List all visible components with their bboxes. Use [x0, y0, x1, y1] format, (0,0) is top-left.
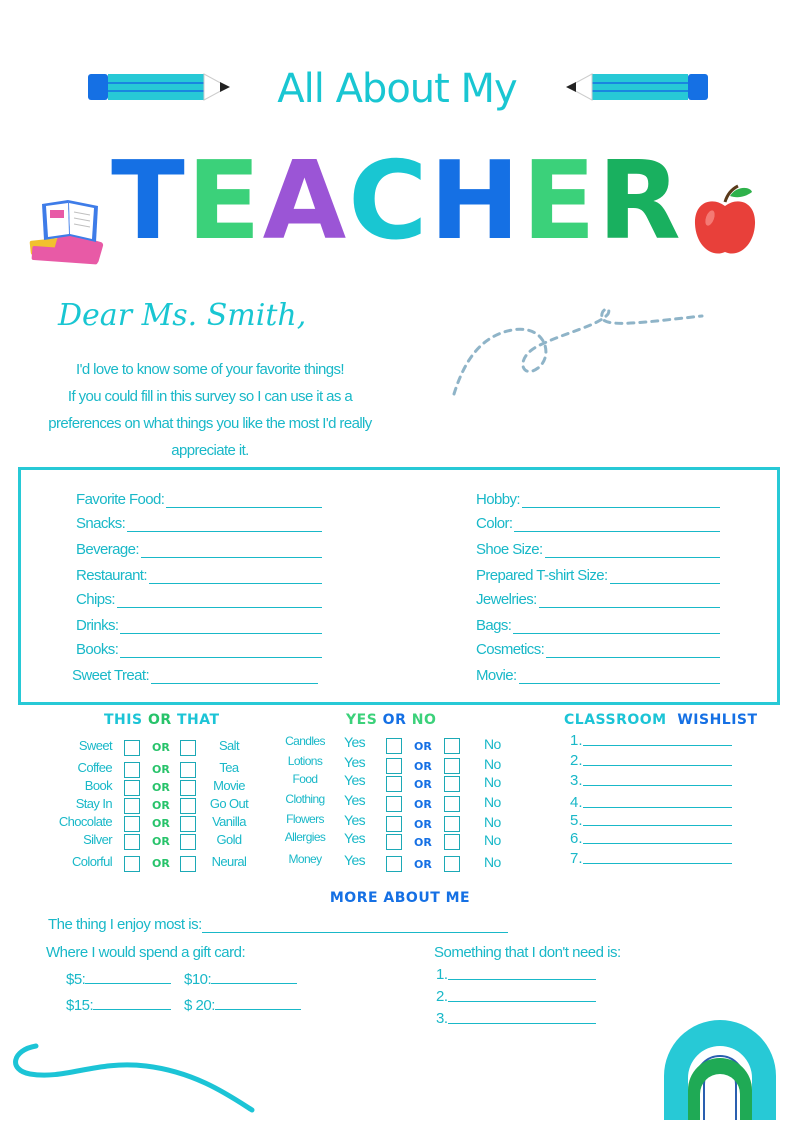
- heading-this: THIS: [104, 712, 143, 728]
- checkbox[interactable]: [386, 738, 402, 754]
- no-label: No: [484, 854, 501, 870]
- this-or-that-heading: [104, 712, 220, 728]
- favorite-field[interactable]: [76, 536, 322, 558]
- checkbox[interactable]: [386, 834, 402, 850]
- amount-10-field[interactable]: [184, 970, 297, 988]
- checkbox[interactable]: [124, 740, 140, 756]
- enjoy-label: The thing I enjoy most is:: [48, 916, 202, 933]
- dont-need-item[interactable]: [436, 966, 596, 983]
- field-line[interactable]: [513, 620, 720, 634]
- no-label: No: [484, 794, 501, 810]
- field-label: Beverage:: [76, 541, 139, 558]
- title-letter: E: [521, 139, 598, 264]
- amount-label: $ 20:: [184, 997, 215, 1014]
- field-line[interactable]: [166, 494, 322, 508]
- field-label: Sweet Treat:: [72, 667, 150, 684]
- heading-or: OR: [382, 712, 407, 728]
- enjoy-field[interactable]: [48, 916, 508, 933]
- enjoy-line[interactable]: [202, 919, 508, 933]
- apple-icon: [692, 184, 762, 260]
- checkbox[interactable]: [180, 798, 196, 814]
- checkbox[interactable]: [180, 762, 196, 778]
- yes-no-item: Money: [288, 852, 322, 866]
- checkbox[interactable]: [386, 776, 402, 792]
- checkbox[interactable]: [386, 758, 402, 774]
- wishlist-item[interactable]: [570, 850, 732, 867]
- amount-line[interactable]: [85, 970, 171, 984]
- favorite-field[interactable]: [476, 562, 720, 584]
- wishlist-item[interactable]: [570, 794, 732, 811]
- yes-no-item: Clothing: [285, 792, 325, 806]
- amount-label: $15:: [66, 997, 94, 1014]
- amount-line[interactable]: [215, 996, 301, 1010]
- checkbox[interactable]: [386, 816, 402, 832]
- favorite-field[interactable]: [76, 612, 322, 634]
- dont-need-item[interactable]: [436, 988, 596, 1005]
- dont-need-line[interactable]: [448, 1010, 596, 1024]
- wishlist-line[interactable]: [583, 752, 732, 766]
- checkbox[interactable]: [444, 738, 460, 754]
- checkbox[interactable]: [444, 834, 460, 850]
- checkbox[interactable]: [124, 762, 140, 778]
- title-letter: H: [429, 139, 522, 264]
- more-about-me-heading: MORE ABOUT ME: [329, 890, 471, 906]
- amount-label: $5:: [66, 971, 86, 988]
- gift-card-label: Where I would spend a gift card:: [46, 944, 246, 961]
- no-label: No: [484, 736, 501, 752]
- intro-paragraph: [30, 356, 390, 464]
- intro-line: I'd love to know some of your favorite things!: [76, 361, 344, 378]
- field-label: Hobby:: [476, 491, 520, 508]
- heading-wishlist: WISHLIST: [677, 712, 758, 728]
- or-label: OR: [414, 760, 432, 773]
- yes-label: Yes: [344, 734, 366, 750]
- amount-line[interactable]: [211, 970, 297, 984]
- amount-5-field[interactable]: [66, 970, 171, 988]
- or-label: OR: [152, 817, 170, 830]
- favorite-field[interactable]: [76, 562, 322, 584]
- wishlist-item[interactable]: [570, 752, 732, 769]
- field-line[interactable]: [610, 570, 720, 584]
- favorite-field[interactable]: [476, 612, 720, 634]
- checkbox[interactable]: [124, 798, 140, 814]
- field-line[interactable]: [151, 670, 318, 684]
- yes-label: Yes: [344, 792, 366, 808]
- favorite-field[interactable]: [76, 510, 322, 532]
- or-label: OR: [152, 835, 170, 848]
- field-line[interactable]: [127, 518, 322, 532]
- title-letter: R: [597, 139, 683, 264]
- checkbox[interactable]: [386, 856, 402, 872]
- field-label: Bags:: [476, 617, 512, 634]
- field-line[interactable]: [117, 594, 322, 608]
- checkbox[interactable]: [386, 796, 402, 812]
- field-label: Favorite Food:: [76, 491, 165, 508]
- no-label: No: [484, 814, 501, 830]
- field-label: Cosmetics:: [476, 641, 545, 658]
- yes-no-item: Food: [292, 772, 318, 786]
- dont-need-number: 1.: [436, 966, 448, 983]
- favorite-field[interactable]: [476, 536, 720, 558]
- checkbox[interactable]: [444, 856, 460, 872]
- dont-need-number: 2.: [436, 988, 448, 1005]
- wishlist-line[interactable]: [583, 772, 732, 786]
- wishlist-item[interactable]: [570, 732, 732, 749]
- field-line[interactable]: [539, 594, 720, 608]
- yes-label: Yes: [344, 754, 366, 770]
- checkbox[interactable]: [124, 816, 140, 832]
- page-title: [0, 139, 794, 264]
- wishlist-line[interactable]: [583, 732, 732, 746]
- field-line[interactable]: [545, 544, 720, 558]
- favorite-field[interactable]: [76, 486, 322, 508]
- wishlist-line[interactable]: [583, 794, 732, 808]
- books-icon: [28, 196, 110, 268]
- or-label: OR: [152, 781, 170, 794]
- yes-no-item: Flowers: [286, 812, 324, 826]
- yes-no-item: Allergies: [284, 830, 326, 844]
- yes-or-no-heading: [346, 712, 436, 728]
- field-line[interactable]: [522, 494, 720, 508]
- no-label: No: [484, 756, 501, 772]
- dont-need-line[interactable]: [448, 966, 596, 980]
- checkbox[interactable]: [444, 816, 460, 832]
- wishlist-number: 4.: [570, 794, 583, 811]
- field-line[interactable]: [120, 644, 322, 658]
- checkbox[interactable]: [180, 780, 196, 796]
- option-left: Colorful: [72, 854, 112, 869]
- option-right: Vanilla: [212, 814, 246, 829]
- title-letter: A: [262, 139, 349, 264]
- yes-no-item: Lotions: [287, 754, 323, 768]
- yes-no-item: Candles: [285, 734, 325, 748]
- field-label: Restaurant:: [76, 567, 147, 584]
- checkbox[interactable]: [124, 780, 140, 796]
- yes-label: Yes: [344, 852, 366, 868]
- checkbox[interactable]: [124, 834, 140, 850]
- title-letter: T: [111, 139, 187, 264]
- favorite-field[interactable]: [476, 636, 720, 658]
- wishlist-number: 5.: [570, 812, 583, 829]
- amount-label: $10:: [184, 971, 212, 988]
- option-left: Sweet: [78, 738, 112, 753]
- field-label: Drinks:: [76, 617, 119, 634]
- dont-need-line[interactable]: [448, 988, 596, 1002]
- dont-need-label: Something that I don't need is:: [434, 944, 621, 961]
- heading-no: NO: [411, 712, 437, 728]
- favorite-field[interactable]: [476, 510, 720, 532]
- page-subtitle: All About My: [277, 66, 517, 112]
- favorite-field[interactable]: [72, 662, 318, 684]
- option-right: Tea: [219, 760, 239, 775]
- title-letter: C: [348, 139, 430, 264]
- field-line[interactable]: [149, 570, 322, 584]
- dotted-swirl-decoration: [450, 302, 710, 402]
- heading-yes: YES: [346, 712, 378, 728]
- favorite-field[interactable]: [476, 662, 720, 684]
- intro-line: preferences on what things you like the most I'd really: [48, 415, 372, 432]
- checkbox[interactable]: [180, 816, 196, 832]
- field-line[interactable]: [514, 518, 720, 532]
- field-label: Shoe Size:: [476, 541, 543, 558]
- title-letter: E: [186, 139, 263, 264]
- intro-line: appreciate it.: [171, 442, 249, 459]
- or-label: OR: [152, 741, 170, 754]
- favorite-field[interactable]: [476, 586, 720, 608]
- option-right: Go Out: [209, 796, 249, 811]
- field-label: Movie:: [476, 667, 517, 684]
- field-label: Chips:: [76, 591, 115, 608]
- option-left: Stay In: [75, 796, 112, 811]
- or-label: OR: [414, 836, 432, 849]
- wishlist-number: 2.: [570, 752, 583, 769]
- wishlist-line[interactable]: [583, 812, 732, 826]
- wishlist-heading: [564, 712, 758, 728]
- yes-label: Yes: [344, 772, 366, 788]
- dont-need-number: 3.: [436, 1010, 448, 1027]
- dont-need-item[interactable]: [436, 1010, 596, 1027]
- wishlist-item[interactable]: [570, 830, 732, 847]
- field-label: Books:: [76, 641, 119, 658]
- rainbow-icon: [660, 1010, 780, 1122]
- amount-line[interactable]: [93, 996, 171, 1010]
- or-label: OR: [414, 778, 432, 791]
- heading-that: THAT: [177, 712, 220, 728]
- checkbox[interactable]: [444, 758, 460, 774]
- checkbox[interactable]: [180, 856, 196, 872]
- option-left: Chocolate: [58, 814, 112, 829]
- field-line[interactable]: [120, 620, 322, 634]
- favorite-field[interactable]: [476, 486, 720, 508]
- wishlist-number: 6.: [570, 830, 583, 847]
- option-right: Movie: [213, 778, 245, 793]
- wishlist-number: 7.: [570, 850, 583, 867]
- yes-label: Yes: [344, 812, 366, 828]
- amount-20-field[interactable]: [184, 996, 301, 1014]
- field-label: Prepared T-shirt Size:: [476, 567, 608, 584]
- favorite-field[interactable]: [76, 636, 322, 658]
- or-label: OR: [152, 857, 170, 870]
- checkbox[interactable]: [180, 834, 196, 850]
- wishlist-number: 1.: [570, 732, 583, 749]
- option-left: Silver: [83, 832, 112, 847]
- heading-or: OR: [147, 712, 172, 728]
- field-line[interactable]: [141, 544, 322, 558]
- field-label: Jewelries:: [476, 591, 537, 608]
- field-label: Color:: [476, 515, 513, 532]
- option-left: Book: [84, 778, 112, 793]
- field-line[interactable]: [546, 644, 720, 658]
- checkbox[interactable]: [444, 776, 460, 792]
- yes-label: Yes: [344, 830, 366, 846]
- favorite-field[interactable]: [76, 586, 322, 608]
- wishlist-item[interactable]: [570, 812, 732, 829]
- or-label: OR: [152, 799, 170, 812]
- option-right: Gold: [216, 832, 242, 847]
- greeting: Dear Ms. Smith,: [58, 298, 307, 333]
- checkbox[interactable]: [444, 796, 460, 812]
- or-label: OR: [414, 740, 432, 753]
- checkbox[interactable]: [124, 856, 140, 872]
- wishlist-line[interactable]: [583, 830, 732, 844]
- checkbox[interactable]: [180, 740, 196, 756]
- wishlist-item[interactable]: [570, 772, 732, 789]
- or-label: OR: [152, 763, 170, 776]
- or-label: OR: [414, 858, 432, 871]
- wave-decoration: [6, 1040, 262, 1116]
- no-label: No: [484, 832, 501, 848]
- option-right: Neural: [211, 854, 247, 869]
- wishlist-number: 3.: [570, 772, 583, 789]
- option-right: Salt: [218, 738, 239, 753]
- heading-classroom: CLASSROOM: [564, 712, 667, 728]
- option-left: Coffee: [77, 760, 112, 775]
- field-label: Snacks:: [76, 515, 126, 532]
- no-label: No: [484, 774, 501, 790]
- intro-line: If you could fill in this survey so I can use it as a: [67, 388, 353, 405]
- amount-15-field[interactable]: [66, 996, 171, 1014]
- or-label: OR: [414, 798, 432, 811]
- wishlist-line[interactable]: [583, 850, 732, 864]
- field-line[interactable]: [519, 670, 720, 684]
- or-label: OR: [414, 818, 432, 831]
